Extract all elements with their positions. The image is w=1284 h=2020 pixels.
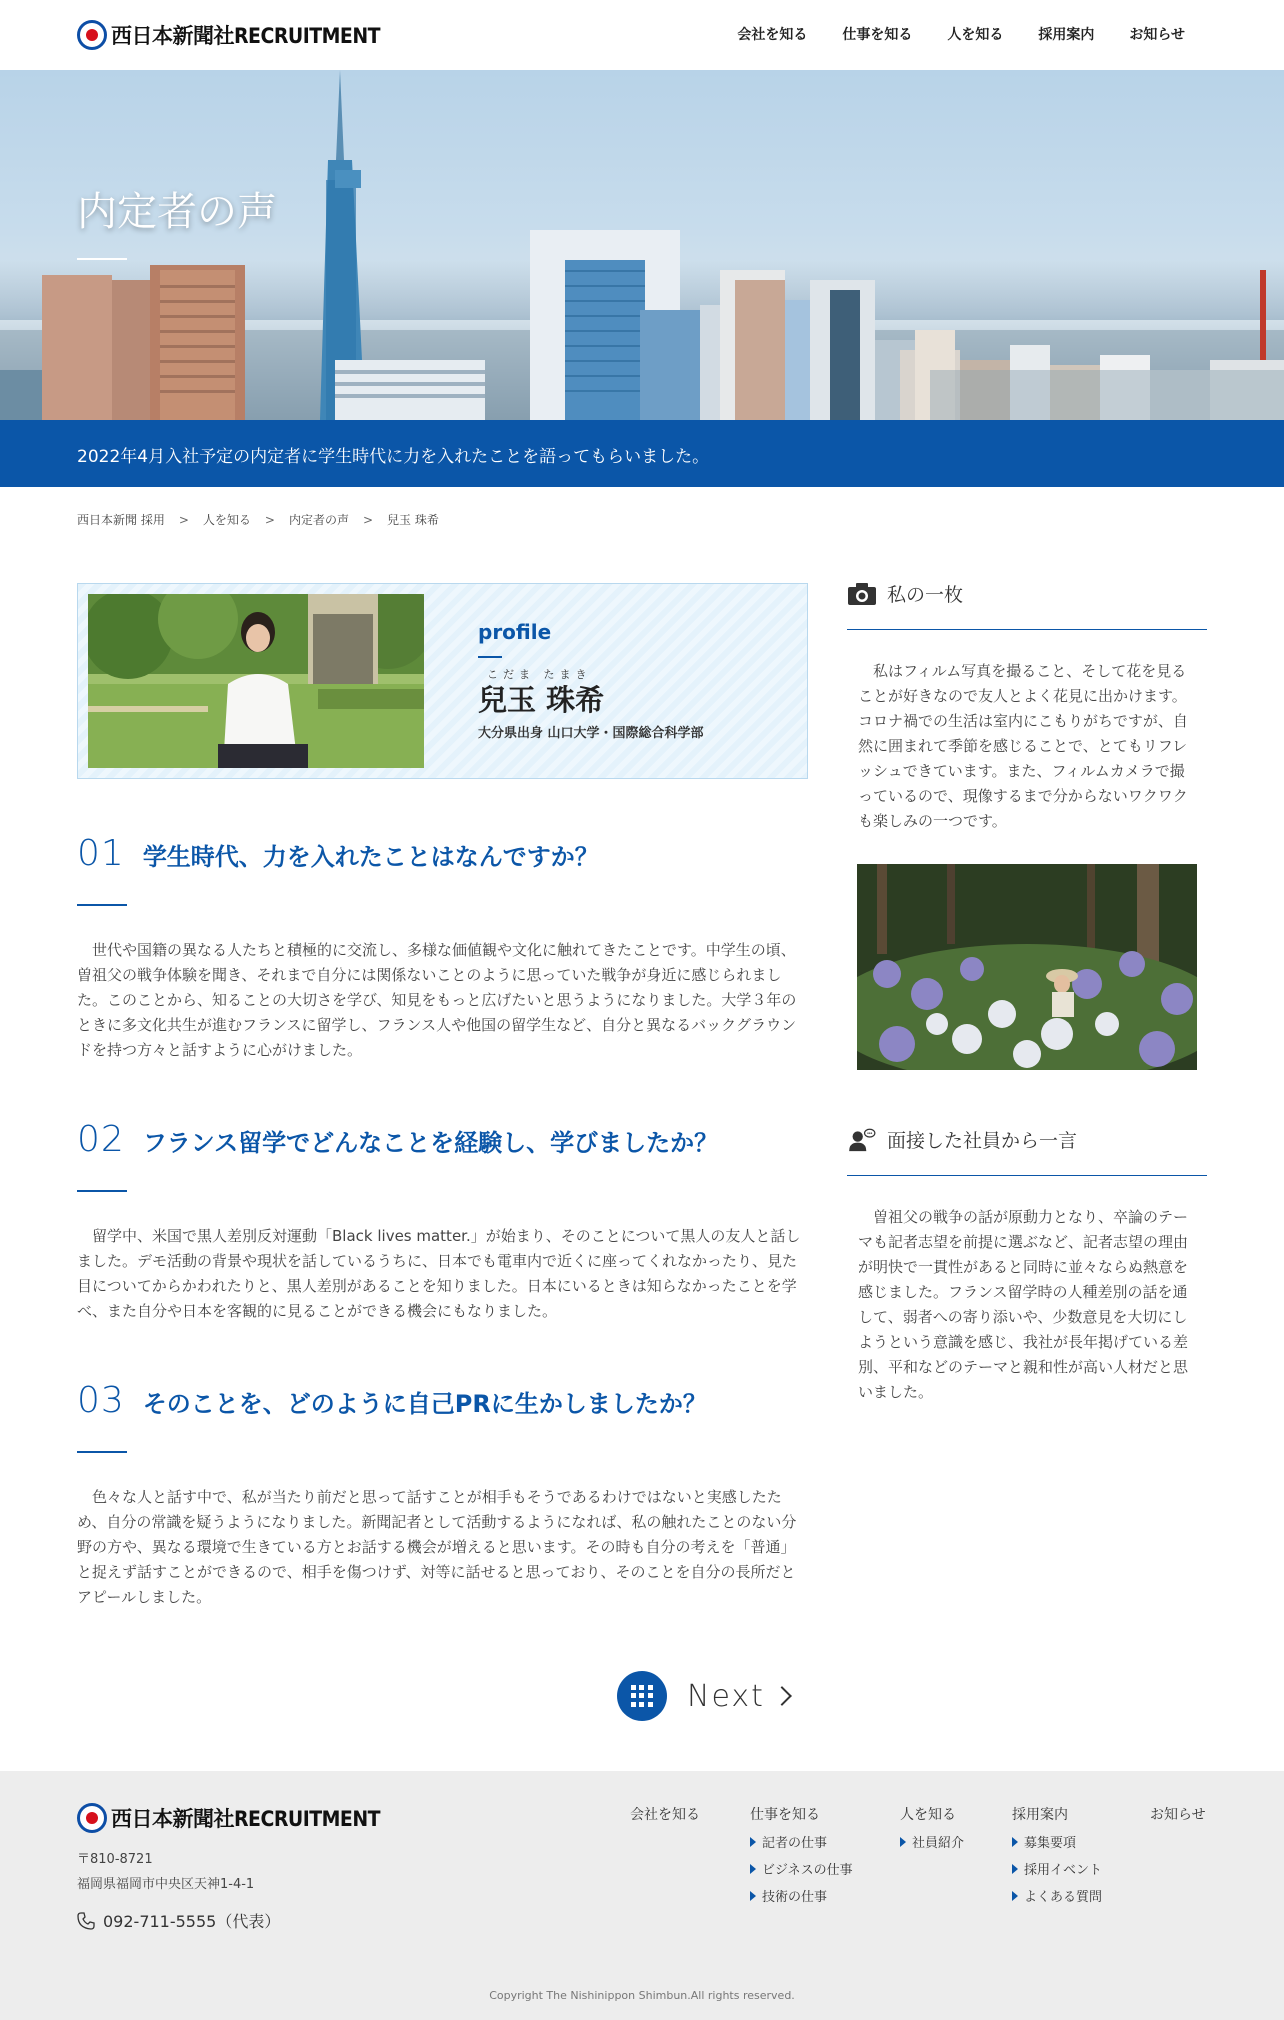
footer-nav-title[interactable]: 採用案内 xyxy=(1012,1807,1068,1823)
qa-question: 学生時代、力を入れたことはなんですか？ xyxy=(142,843,599,871)
site-logo[interactable] xyxy=(77,20,380,50)
qa-section xyxy=(77,1119,808,1324)
breadcrumb xyxy=(77,511,439,528)
breadcrumb-current: 兒玉 珠希 xyxy=(387,513,439,527)
profile-photo xyxy=(88,594,424,768)
qa-number: 01 xyxy=(77,833,125,874)
logo-mark-icon xyxy=(77,1803,107,1833)
qa-number: 03 xyxy=(77,1380,125,1421)
chevron-right-icon: > xyxy=(362,512,374,527)
footer-nav-title[interactable]: 会社を知る xyxy=(630,1807,700,1823)
profile-school: 大分県出身 山口大学・国際総合科学部 xyxy=(478,726,704,741)
logo-mark-icon xyxy=(77,20,107,50)
profile-label: profile xyxy=(478,620,552,644)
footer-street: 福岡県福岡市中央区天神1-4-1 xyxy=(77,1877,255,1892)
footer-nav-company xyxy=(630,1804,700,1824)
camera-icon xyxy=(847,582,877,606)
chevron-right-icon xyxy=(772,1686,792,1706)
logo-text: 西日本新聞社RECRUITMENT xyxy=(111,24,381,48)
chevron-right-icon: > xyxy=(178,512,189,527)
copyright: Copyright The Nishinippon Shimbun.All rights reserved. xyxy=(489,1989,795,2002)
site-header xyxy=(0,0,1284,70)
footer-nav-work xyxy=(750,1804,853,1905)
breadcrumb-item[interactable]: 人を知る xyxy=(202,513,251,527)
qa-question: そのことを、どのように自己PRに生かしましたか？ xyxy=(142,1390,707,1418)
footer-phone-number: 092-711-5555（代表） xyxy=(103,1912,281,1931)
footer-nav-sublink[interactable]: 技術の仕事 xyxy=(750,1886,853,1905)
qa-section xyxy=(77,833,808,1063)
global-nav xyxy=(702,24,1185,44)
qa-section xyxy=(77,1380,808,1610)
footer-address xyxy=(77,1847,254,1897)
nav-people[interactable]: 人を知る xyxy=(947,27,1004,43)
footer-postal: 〒810-8721 xyxy=(77,1852,153,1867)
profile-name-ruby: こだま たまき xyxy=(487,668,592,681)
footer-nav-sublink[interactable]: 募集要項 xyxy=(1012,1832,1102,1851)
footer-nav-sublink[interactable]: 記者の仕事 xyxy=(750,1832,853,1851)
qa-answer: 留学中、米国で黒人差別反対運動「Black lives matter.」が始まり、そのことについて黒人の友人と話しました。デモ活動の背景や現状を話しているうちに、日本でも電車内で近くに座ってくれなかったり、見た目についてからかわれたりと、黒人差別があることを知りました。日本にいるときは知らなかったことを学べ、また自分や日本を客観的に見ることができる機会にもなりました。 xyxy=(77,1227,801,1320)
footer-nav-title[interactable]: 仕事を知る xyxy=(750,1807,820,1823)
qa-number: 02 xyxy=(77,1119,125,1160)
qa-divider xyxy=(77,904,127,906)
qa-answer: 世代や国籍の異なる人たちと積極的に交流し、多様な価値観や文化に触れてきたことです。中学生の頃、曽祖父の戦争体験を聞き、それまで自分には関係ないことのように思っていた戦争が身近に感じられました。このことから、知ることの大切さを学び、知見をもっと広げたいと思うようになりました。大学３年のときに多文化共生が進むフランスに留学し、フランス人や他国の留学生など、自分と異なるバックグラウンドを持つ方々と話すように心がけました。 xyxy=(77,941,797,1059)
footer-logo-text: 西日本新聞社RECRUITMENT xyxy=(111,1807,381,1831)
footer-nav-sublink[interactable]: ビジネスの仕事 xyxy=(750,1859,853,1878)
footer-nav-sublink[interactable]: よくある質問 xyxy=(1012,1886,1102,1905)
next-link[interactable] xyxy=(617,1671,789,1721)
grid-menu-icon[interactable] xyxy=(617,1671,667,1721)
qa-answer: 色々な人と話す中で、私が当たり前だと思って話すことが相手もそうであるわけではないと実感したため、自分の常識を疑うようになりました。新聞記者として活動するようになれば、私の触れたことのない分野の方や、異なる環境で生きている方とお話する機会が増えると思います。その時も自分の考えを「普通」と捉えず話すことができるので、相手を傷つけず、対等に話せると思っており、そのことを自分の長所だとアピールしました。 xyxy=(77,1488,797,1606)
site-footer xyxy=(0,1771,1284,2020)
footer-nav-people xyxy=(900,1804,964,1851)
breadcrumb-item[interactable]: 西日本新聞 採用 xyxy=(77,513,165,527)
hero-banner xyxy=(0,70,1284,420)
city-skyline-image xyxy=(0,70,1284,420)
phone-icon xyxy=(77,1912,95,1930)
footer-nav-recruit xyxy=(1012,1804,1102,1905)
breadcrumb-item[interactable]: 内定者の声 xyxy=(288,513,349,527)
sidebar-photo xyxy=(857,864,1197,1070)
sidebar-photo-title: 私の一枚 xyxy=(887,584,964,606)
qa-divider xyxy=(77,1190,127,1192)
chevron-right-icon: > xyxy=(264,512,275,527)
footer-phone[interactable] xyxy=(77,1909,280,1932)
qa-question: フランス留学でどんなことを経験し、学びましたか？ xyxy=(142,1129,719,1157)
sidebar-comment-heading xyxy=(847,1126,1207,1176)
sidebar-photo-heading xyxy=(847,580,1207,630)
hero-subtitle-bar xyxy=(0,420,1284,487)
person-speech-icon xyxy=(847,1128,877,1152)
profile-name: 兒玉 珠希 xyxy=(478,683,605,717)
nav-company[interactable]: 会社を知る xyxy=(737,27,808,43)
sidebar-comment-text: 曽祖父の戦争の話が原動力となり、卒論のテーマも記者志望を前提に選ぶなど、記者志望の理由が明快で一貫性があると同時に並々ならぬ熱意を感じました。フランス留学時の人種差別の話を通して、弱者への寄り添いや、少数意見を大切にしようという意識を感じ、我社が長年掲げている差別、平和などのテーマと親和性が高い人材だと思いました。 xyxy=(858,1208,1189,1401)
profile-card xyxy=(77,583,808,779)
footer-nav-news xyxy=(1150,1804,1206,1824)
footer-nav-title[interactable]: 人を知る xyxy=(900,1807,956,1823)
nav-work[interactable]: 仕事を知る xyxy=(842,27,913,43)
next-label[interactable]: Next xyxy=(687,1678,765,1714)
qa-divider xyxy=(77,1451,127,1453)
footer-logo[interactable] xyxy=(77,1803,380,1833)
nav-recruit[interactable]: 採用案内 xyxy=(1038,27,1095,43)
title-underline xyxy=(77,258,127,260)
footer-nav-sublink[interactable]: 採用イベント xyxy=(1012,1859,1102,1878)
footer-nav-sublink[interactable]: 社員紹介 xyxy=(900,1832,964,1851)
profile-divider xyxy=(478,656,502,658)
sidebar-photo-text: 私はフィルム写真を撮ること、そして花を見ることが好きなので友人とよく花見に出かけます。コロナ禍での生活は室内にこもりがちですが、自然に囲まれて季節を感じることで、とてもリフレッシュできています。また、フィルムカメラで撮っているので、現像するまで分からないワクワクも楽しみの一つです。 xyxy=(858,662,1188,830)
nav-news[interactable]: お知らせ xyxy=(1129,27,1185,43)
hero-subtitle: 2022年4月入社予定の内定者に学生時代に力を入れたことを語ってもらいました。 xyxy=(77,447,710,467)
footer-nav-title[interactable]: お知らせ xyxy=(1150,1807,1206,1823)
page-title: 内定者の声 xyxy=(77,189,277,235)
sidebar-comment-title: 面接した社員から一言 xyxy=(887,1130,1078,1152)
